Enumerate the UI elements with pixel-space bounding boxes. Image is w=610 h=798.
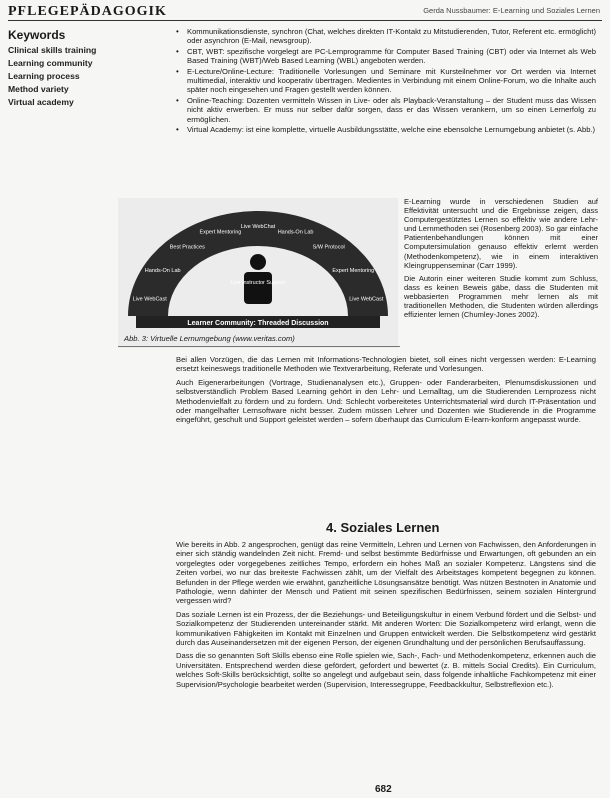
arc-label: Live WebCast	[132, 296, 167, 303]
center-label: Live Instructor Support	[230, 280, 286, 286]
paragraph: Das soziale Lernen ist ein Prozess, der die Beziehungs- und Beteiligungskultur in einem Verbund fördert und die Selbst- und Sozialkompetenz der Studierenden untereinander stärkt. Mit anderen Worten: Die Sozialkompetenz wird erlangt, wenn die kommunikativen Fähigkeiten im Kontakt mit Einzelnen und Gruppen entwickelt werden. Die Selbstkompetenz wird gestärkt durch das Auseinandersetzen mit der eigenen Person, der eigenen Grundhaltung und der persönlichen Berufsauffassung.	[176, 609, 596, 648]
arc-label: Hands-On Lab	[144, 268, 181, 274]
list-item	[176, 96, 596, 124]
paragraph: Dass die so genannten Soft Skills ebenso eine Rolle spielen wie, Sach-, Fach- und Methodenkompetenz, erkennen auch die Universitäten. Entsprechend werden diese gefördert, gefordert und bewertet (z. B. mittels Social Credits). Ein Curriculum, welches Soft-Skills berücksichtigt, sollte so angelegt und aufgebaut sein, dass folgende inhaltliche Fachkompetenz mit einer Supervision/Psychologie bearbeitet werden (Supervision, Interessegruppe, Feedbackkultur, Selbstreflexion etc.).	[176, 651, 596, 689]
arc-label: Expert Mentoring	[199, 229, 242, 236]
paragraph: Auch Eigenerarbeitungen (Vortrage, Studienanalysen etc.), Gruppen- oder Fanderarbeiten, Plenumsdiskussionen und selbstverständlich Problem Based Learning gehört in den Lehr- und Lernalltag, um die Studierenden Lernprozess nicht Methodenvielfalt zu fördern und zu fordern. Und: Schlecht vorbereitetes Unterrichtsmaterial wird durch IT-Präsentation und oder mangelhafter Lernsoftware nicht besser. Zudem müssen Lehrer und Dozenten wie Studierende in die Programme eingeführt, geschult und Support geleistet werden – sofern überhaupt das Curriculum E-learn-konform angepasst wurde.	[176, 377, 596, 425]
bullet-icon: •	[176, 46, 179, 56]
list-item	[176, 125, 596, 134]
arc-label: Expert Mentoring	[332, 268, 375, 274]
list-item	[176, 47, 596, 66]
svg-text:Live Instructor Support	[230, 280, 286, 286]
paragraph: Bei allen Vorzügen, die das Lernen mit Informations-Technologien bietet, soll eines nicht vergessen werden: E-Learning ersetzt keineswegs traditionelle Methoden wie Textverarbeitung, Referate und Vorlesungen.	[176, 355, 596, 374]
community-bar-label: Learner Community: Threaded Discussion	[187, 320, 329, 327]
header-rule	[8, 20, 602, 21]
list-item-text: E-Lecture/Online-Lecture: Traditionelle Vorlesungen und Seminare mit Kursteilnehmer vor Ort werden via Internet multimedial, interaktiv und kooperativ übertragen. Medientes in Verbindung mit einem Online-Forum, wo die Inhalte auch später noch eingesehen und Fragen gestellt werden können.	[187, 66, 596, 95]
keyword-item: Virtual academy	[8, 97, 74, 107]
bullet-icon: •	[176, 95, 179, 105]
bullet-icon: •	[176, 125, 179, 135]
page-number: 682	[375, 784, 392, 795]
paragraph: E-Learning wurde in verschiedenen Studien auf Effektivität untersucht und die Ergebnisse zeigen, dass Computergestütztes Lernen so effektiv wie andere Lehr- und Lernmethoden sei (Rosenberg 2003). So gar einfache Patientenbehandlungen können mit einer Computersimulation genauso effektiv erlernt werden (Methodenkompetenz), wie in einem interaktiven Kleingruppenseminar (Carr 1999).	[404, 197, 598, 270]
bullet-icon: •	[176, 66, 179, 76]
section-heading: 4. Soziales Lernen	[326, 520, 440, 535]
keyword-item: Learning process	[8, 71, 80, 81]
body-text-upper	[176, 355, 596, 429]
keyword-item: Learning community	[8, 58, 93, 68]
keywords-title: Keywords	[8, 28, 66, 42]
bullet-icon: •	[176, 27, 179, 36]
figure-rule	[118, 346, 400, 347]
virtual-academy-figure	[118, 198, 398, 348]
arc-label: S/W Protocol	[312, 244, 345, 251]
running-head-right: Gerda Nussbaumer: E-Learning und Soziales Lernen	[423, 6, 600, 15]
paragraph: Wie bereits in Abb. 2 angesprochen, genügt das reine Vermitteln, Lehren und Lernen von Fachwissen, den Anforderungen in einer sich ständig wandelnden Zeit nicht. Fremd- und selbst bestimmte Bedürfnisse und Erwartungen, oft gebunden an ein vorgelegtes oder vorgegebenes zeitliches Tempo, erfordern ein hohes Maß an sozialer Kompetenz. Längstens sind die Zeiten vorbei, wo nur das breiteste Fachwissen zählt, um der Vielfalt des Arbeitstages kompetent begegnen zu können. Befunden in der Pflege werden wie erwähnt, ganzheitliche Lösungsansätze benötigt. Was nützen Bestnoten in Anatomie und Pathologie, wenn dahinter der Mensch und Patient mit seinen spezifischen Bedürfnissen, seinem sozialen Hintergrund vergessen wird?	[176, 540, 596, 606]
body-text-lower	[176, 540, 596, 693]
keyword-item: Method variety	[8, 84, 69, 94]
arc-label: Live WebCast	[349, 296, 384, 303]
running-head-left: PFLEGEPÄDAGOGIK	[8, 4, 167, 19]
bullet-list	[176, 27, 596, 135]
right-column	[404, 197, 598, 323]
figure-caption: Abb. 3: Virtuelle Lernumgebung (www.veritas.com)	[124, 334, 295, 343]
keyword-item: Clinical skills training	[8, 45, 97, 55]
list-item-text: Kommunikationsdienste, synchron (Chat, welches direkten IT-Kontakt zu Mitstudierenden, Tutor, Referent etc. ermöglicht) oder asynchron (E-Mail, newsgroup).	[187, 27, 596, 46]
keywords-sidebar	[8, 28, 168, 109]
list-item	[176, 67, 596, 95]
arc-label: Hands-On Lab	[277, 229, 314, 236]
list-item-text: CBT, WBT: spezifische vorgelegt are PC-Lernprogramme für Computer Based Training (CBT) oder via Internet als Web Based Training (WBT)/Web Based Learning (WBL) angeboten werden.	[187, 46, 596, 66]
list-item-text: Virtual Academy: ist eine komplette, virtuelle Ausbildungsstätte, welche eine ebensolche Lernumgebung anbietet (s. Abb.)	[187, 125, 596, 135]
paragraph: Die Autorin einer weiteren Studie kommt zum Schluss, dass es keinen Beweis gäbe, dass die Studenten mit webbasierten Programmen mehr lernen als mit traditionellen Methoden, die Studenten würden allerdings effizienter lernen (Chumley-Jones 2002).	[404, 273, 598, 320]
arc-label: Live WebChat	[240, 224, 276, 230]
arc-label: Best Practices	[169, 244, 205, 251]
list-item	[176, 27, 596, 46]
list-item-text: Online-Teaching: Dozenten vermitteln Wissen in Live- oder als Playback-Veranstaltung – der Student muss das Wissen nicht aktiv erwerben. Er muss nur selber dafür sorgen, dass er das Wissen verankern, um so einen Lernerfolg zu ermöglichen.	[187, 95, 596, 124]
